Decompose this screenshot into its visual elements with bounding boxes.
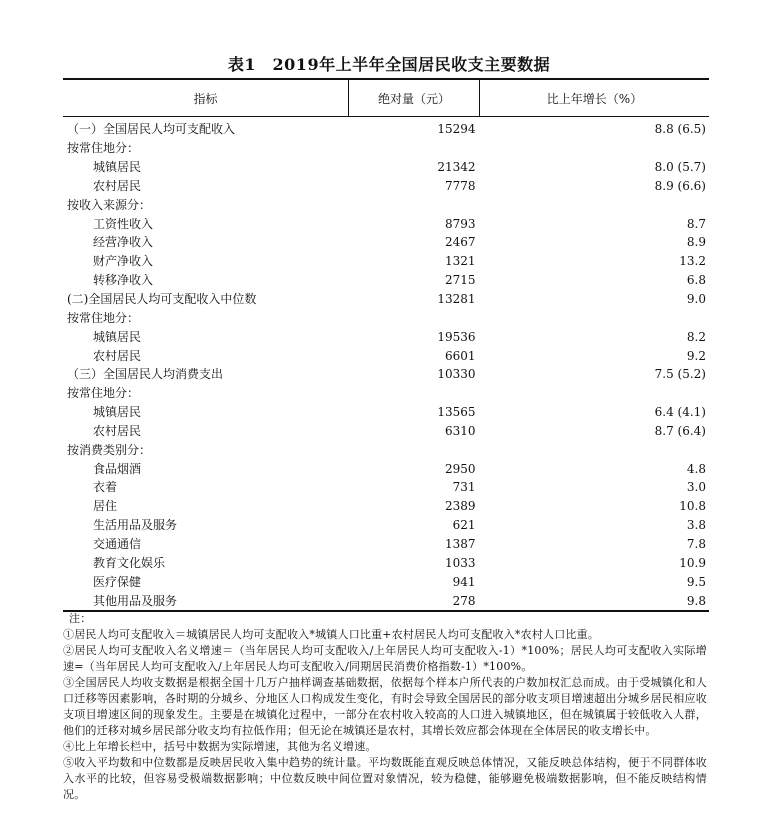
row-label: 城镇居民: [93, 405, 142, 420]
header-indicator: 指标: [63, 79, 349, 117]
row-value: 2389: [444, 499, 476, 514]
row-growth: 8.9 (6.6): [654, 178, 706, 193]
table-row: [63, 290, 709, 309]
row-label: 按收入来源分：: [67, 197, 152, 212]
row-value: [349, 195, 480, 214]
row-value: 13281: [437, 292, 476, 307]
notes-section: [63, 611, 707, 803]
row-label: 按常住地分：: [67, 310, 140, 325]
table-row: [63, 346, 709, 365]
table-body: [63, 117, 709, 611]
row-value: 1033: [444, 555, 476, 570]
row-growth: [480, 139, 710, 158]
row-label: 食品烟酒: [93, 461, 142, 476]
row-label: 城镇居民: [93, 160, 142, 175]
note-item: ①居民人均可支配收入＝城镇居民人均可支配收入*城镇人口比重+农村居民人均可支配收入*农村人口比重。: [63, 628, 600, 641]
row-growth: 6.8: [686, 273, 706, 288]
row-growth: 8.9: [686, 235, 706, 250]
row-label: 农村居民: [93, 348, 142, 363]
table-row: [63, 497, 709, 516]
table-row: [63, 158, 709, 177]
row-growth: 8.7: [686, 216, 706, 231]
table-row: [63, 365, 709, 384]
table-row: [63, 591, 709, 611]
row-growth: 10.8: [679, 499, 706, 514]
row-growth: [480, 384, 710, 403]
notes-label: 注：: [69, 612, 92, 625]
table-row: [63, 516, 709, 535]
row-label: 转移净收入: [93, 273, 154, 288]
row-label: 居住: [93, 499, 118, 514]
row-label: 农村居民: [93, 423, 142, 438]
header-absolute: 绝对量（元）: [349, 79, 480, 117]
row-growth: [480, 195, 710, 214]
row-value: 941: [452, 574, 476, 589]
table-row: [63, 252, 709, 271]
note-item: ⑤收入平均数和中位数都是反映居民收入集中趋势的统计量。平均数既能直观反映总体情况，又能反映总体结构，便于不同群体收入水平的比较，但容易受极端数据影响；中位数反映中间位置对象情况，较为稳健，能够避免极端数据影响，但不能反映结构情况。: [63, 756, 707, 801]
row-label: 工资性收入: [93, 216, 154, 231]
row-value: [349, 139, 480, 158]
row-value: 1387: [444, 536, 476, 551]
row-value: 8793: [444, 216, 476, 231]
row-growth: 13.2: [679, 254, 706, 269]
row-label: 医疗保健: [93, 574, 142, 589]
row-value: 1321: [444, 254, 476, 269]
note-item: ④比上年增长栏中，括号中数据为实际增速，其他为名义增速。: [63, 740, 377, 753]
row-value: 19536: [437, 329, 476, 344]
row-label: 经营净收入: [93, 235, 154, 250]
table-row: [63, 214, 709, 233]
row-value: 731: [452, 480, 476, 495]
row-value: 2715: [444, 273, 476, 288]
row-growth: 8.0 (5.7): [654, 160, 706, 175]
row-label: 按常住地分：: [67, 386, 140, 401]
row-value: 2950: [444, 461, 476, 476]
table-row: [63, 535, 709, 554]
row-value: [349, 384, 480, 403]
row-label: 教育文化娱乐: [93, 555, 166, 570]
table-row: [63, 553, 709, 572]
row-label: (二)全国居民人均可支配收入中位数: [67, 292, 257, 307]
row-label: 城镇居民: [93, 329, 142, 344]
row-label: 按消费类别分：: [67, 442, 152, 457]
table-row: [63, 233, 709, 252]
row-value: 7778: [444, 178, 476, 193]
row-growth: 6.4 (4.1): [654, 405, 706, 420]
row-label: （三）全国居民人均消费支出: [67, 367, 224, 382]
row-label: 农村居民: [93, 178, 142, 193]
row-value: 621: [452, 518, 476, 533]
note-item: ③全国居民人均收支数据是根据全国十几万户抽样调查基础数据，依据每个样本户所代表的户数加权汇总而成。由于受城镇化和人口迁移等因素影响，各时期的分城乡、分地区人口构成发生变化，有时会导致全国居民的部分收支项目增速超出分城乡居民相应收支项目增速区间的现象发生。主要是在城镇化过程中，一部分在农村收入较高的人口进入城镇地区，但在城镇属于较低收入人群，他们的迁移对城乡居民部分收支均有拉低作用；但无论在城镇还是农村，其增长效应都会体现在全体居民的收支增长中。: [63, 676, 707, 737]
table-row: [63, 572, 709, 591]
table-row: [63, 271, 709, 290]
row-label: 财产净收入: [93, 254, 154, 269]
table-row: [63, 459, 709, 478]
row-growth: 3.0: [686, 480, 706, 495]
row-growth: 8.8 (6.5): [654, 122, 706, 137]
notes-list: [63, 627, 707, 803]
row-growth: 10.9: [679, 555, 706, 570]
table-row: [63, 177, 709, 196]
row-value: 15294: [437, 122, 476, 137]
row-label: 其他用品及服务: [63, 591, 349, 611]
table-row: [63, 308, 709, 327]
note-item: ②居民人均可支配收入名义增速＝（当年居民人均可支配收入/上年居民人均可支配收入-1）*100%；居民人均可支配收入实际增速=（当年居民人均可支配收入/上年居民人均可支配收入/同期居民消费价格指数-1）*100%。: [63, 644, 707, 673]
table-row: [63, 384, 709, 403]
row-growth: 7.8: [686, 536, 706, 551]
row-value: 2467: [444, 235, 476, 250]
table-row: [63, 403, 709, 422]
table-row: [63, 478, 709, 497]
row-growth: 9.0: [686, 292, 706, 307]
row-growth: 3.8: [686, 518, 706, 533]
row-value: 278: [349, 591, 480, 611]
row-growth: 7.5 (5.2): [654, 367, 706, 382]
row-growth: [480, 440, 710, 459]
row-growth: [480, 308, 710, 327]
table-row: [63, 117, 709, 139]
row-value: 21342: [437, 160, 476, 175]
row-growth: 4.8: [686, 461, 706, 476]
table-row: [63, 195, 709, 214]
row-value: 13565: [437, 405, 476, 420]
row-growth: 9.5: [686, 574, 706, 589]
row-value: 10330: [437, 367, 476, 382]
row-growth: 9.8: [480, 591, 710, 611]
data-table: [63, 78, 707, 612]
row-label: 交通通信: [93, 536, 142, 551]
row-label: （一）全国居民人均可支配收入: [67, 122, 236, 137]
row-value: [349, 308, 480, 327]
table-row: [63, 440, 709, 459]
row-label: 按常住地分：: [67, 141, 140, 156]
row-label: 衣着: [93, 480, 118, 495]
row-growth: 8.7 (6.4): [654, 423, 706, 438]
row-growth: 8.2: [686, 329, 706, 344]
table-header-row: [63, 79, 709, 117]
table-row: [63, 327, 709, 346]
table-row: [63, 139, 709, 158]
table-row: [63, 422, 709, 441]
header-growth: 比上年增长（%）: [480, 79, 710, 117]
row-growth: 9.2: [686, 348, 706, 363]
table-title: 表1 2019年上半年全国居民收支主要数据: [227, 55, 551, 74]
row-value: [349, 440, 480, 459]
row-label: 生活用品及服务: [93, 518, 178, 533]
row-value: 6601: [444, 348, 476, 363]
row-value: 6310: [444, 423, 476, 438]
